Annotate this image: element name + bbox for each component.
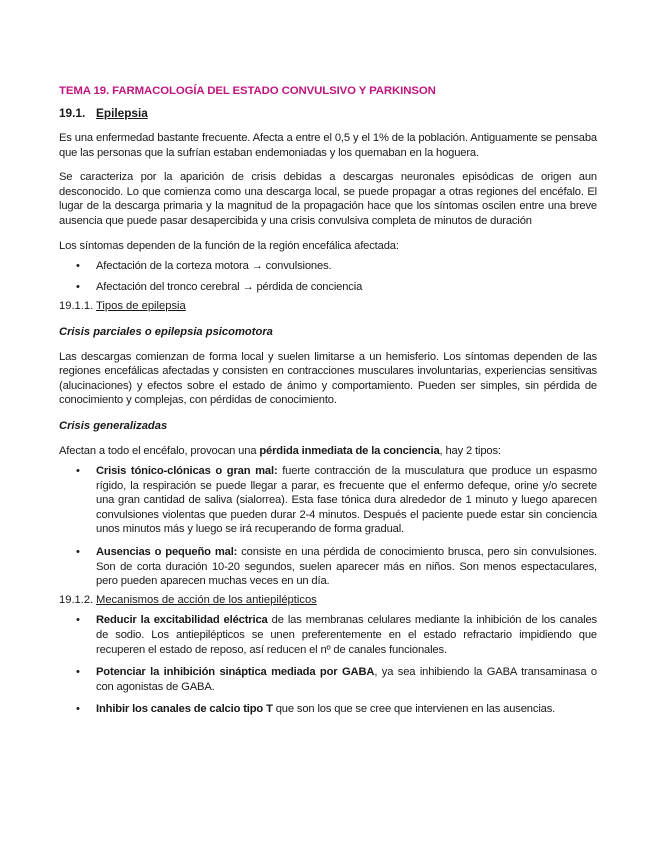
- paragraph-characterization: Se caracteriza por la aparición de crisis debidas a descargas neuronales episódicas de origen aun desconocido. Lo que comienza como una descarga local, se puede propagar a otras regiones del encéfalo. El lugar de la descarga primaria y la magnitud de la propagación hace que los síntomas oscilen entre una breve ausencia que puede pasar desapercibida y una crisis convulsiva completa de minutos de duración: [59, 171, 597, 227]
- bullet-icon: •: [76, 666, 80, 679]
- crisis-types-list: [59, 464, 597, 589]
- list-item: • Crisis tónico-clónicas o gran mal: fuerte contracción de la musculatura que produce un espasmo rígido, la respiración se puede llegar a parar, es frecuente que el enfermo defeque, orine y/o secrete una gran cantidad de saliva (sialorrea). Esta fase tónica dura alrededor de 1 minuto y luego aparecen convulsiones violentas que pueden durar 2-4 minutos. Después el paciente puede estar sin conciencia unos minutos más y luego se irá recuperando de forma gradual.: [76, 465, 597, 536]
- paragraph-crisis-generalizadas: Afectan a todo el encéfalo, provocan una pérdida inmediata de la conciencia, hay 2 tipos:: [59, 444, 501, 457]
- document-page: [59, 84, 597, 717]
- document-title: TEMA 19. FARMACOLOGÍA DEL ESTADO CONVULSIVO Y PARKINSON: [59, 85, 436, 97]
- paragraph-crisis-parciales: Las descargas comienzan de forma local y suelen limitarse a un hemisferio. Los síntomas dependen de las regiones encefálicas afectadas y consisten en contracciones musculares involuntarias, experiencias sensitivas (alucinaciones) y efectos sobre el estado de ánimo y comportamiento. Pueden ser simples, sin pérdida de conocimiento y complejas, con pérdidas de conocimiento.: [59, 350, 597, 407]
- bullet-icon: •: [76, 703, 80, 716]
- list-item: • Ausencias o pequeño mal: consiste en una pérdida de conocimiento brusca, pero sin convulsiones. Son de corta duración 10-20 segundos, suelen aparecer más en niños. Son menos espectaculares, pero pueden aparecen muchas veces en un día.: [76, 546, 598, 588]
- section-heading-epilepsia: [59, 106, 597, 121]
- subsection-title: Tipos de epilepsia: [96, 300, 186, 313]
- section-title: Epilepsia: [96, 106, 148, 120]
- subsection-number: 19.1.2.: [59, 593, 94, 606]
- list-item: • Afectación de la corteza motora → convulsiones.: [76, 260, 332, 273]
- section-number: 19.1.: [59, 106, 86, 120]
- mechanisms-list: [59, 613, 597, 717]
- list-item: • Potenciar la inhibición sináptica mediada por GABA, ya sea inhibiendo la GABA transaminasa o con agonistas de GABA.: [76, 666, 597, 693]
- heading-crisis-parciales: Crisis parciales o epilepsia psicomotora: [59, 325, 273, 338]
- bullet-icon: •: [76, 546, 80, 559]
- list-item: • Inhibir los canales de calcio tipo T que son los que se cree que intervienen en las ausencias.: [76, 703, 556, 716]
- heading-crisis-generalizadas: Crisis generalizadas: [59, 419, 168, 432]
- bullet-icon: •: [76, 260, 80, 273]
- symptoms-list: [59, 259, 597, 294]
- paragraph-intro: Es una enfermedad bastante frecuente. Afecta a entre el 0,5 y el 1% de la población. Antiguamente se pensaba que las personas que la sufrían estaban endemoniadas y los quemaban en la hoguera.: [59, 132, 597, 159]
- list-item: • Afectación del tronco cerebral → pérdida de conciencia: [76, 280, 363, 293]
- bullet-icon: •: [76, 280, 80, 293]
- bullet-icon: •: [76, 614, 80, 627]
- list-item: • Reducir la excitabilidad eléctrica de las membranas celulares mediante la inhibición de los canales de sodio. Los antiepilépticos se unen preferentemente en el estado refractario impidiendo que recuperen el estado de reposo, así reducen el nº de canales funcionales.: [76, 614, 597, 656]
- paragraph-symptoms: Los síntomas dependen de la función de la región encefálica afectada:: [59, 239, 399, 252]
- bullet-icon: •: [76, 465, 80, 478]
- subsection-title: Mecanismos de acción de los antiepilépticos: [96, 593, 317, 606]
- subsection-heading-mecanismos: [59, 593, 597, 608]
- subsection-heading-tipos: [59, 299, 597, 314]
- subsection-number: 19.1.1.: [59, 300, 94, 313]
